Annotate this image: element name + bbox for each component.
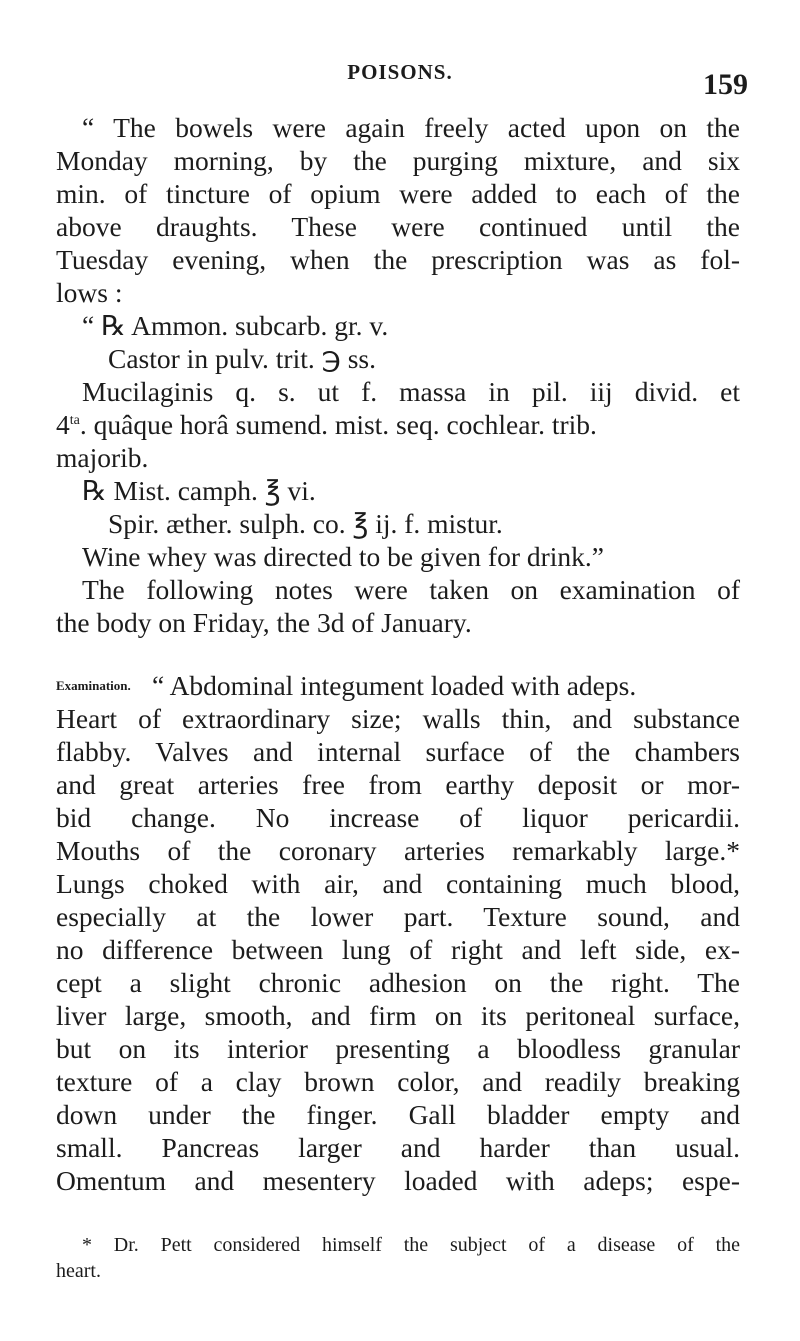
- page-number: 159: [703, 68, 748, 101]
- body-line: especially at the lower part. Texture sound, and: [56, 901, 740, 932]
- body-line: bid change. No increase of liquor pericardii.: [56, 802, 740, 833]
- body-line: The following notes were taken on examination of: [82, 574, 740, 605]
- body-line: Lungs choked with air, and containing much blood,: [56, 868, 740, 899]
- body-line: Monday morning, by the purging mixture, and six: [56, 145, 740, 176]
- body-line: texture of a clay brown color, and readily breaking: [56, 1066, 740, 1097]
- running-head: POISONS.: [347, 60, 453, 84]
- dose-text: . quâque horâ sumend. mist. seq. cochlear. trib.: [79, 409, 597, 440]
- prescription-line: Spir. æther. sulph. co. ℥ ij. f. mistur.: [108, 508, 503, 539]
- dose-number: 4: [56, 409, 70, 440]
- prescription-line: “ ℞ Ammon. subcarb. gr. v.: [82, 310, 389, 341]
- body-line: down under the finger. Gall bladder empty and: [56, 1099, 740, 1130]
- body-line: the body on Friday, the 3d of January.: [56, 607, 472, 638]
- prescription-line: ℞ Mist. camph. ℥ vi.: [82, 475, 316, 506]
- dose-superscript: ta: [69, 412, 80, 428]
- footnote-line: heart.: [56, 1260, 101, 1282]
- body-line: Wine whey was directed to be given for drink.”: [82, 541, 604, 572]
- margin-note: Examination.: [56, 678, 131, 693]
- body-line: above draughts. These were continued until the: [56, 211, 740, 242]
- prescription-line: majorib.: [56, 442, 149, 473]
- body-line: lows :: [56, 277, 123, 308]
- body-line: but on its interior presenting a bloodless granular: [56, 1033, 740, 1064]
- prescription-line: Castor in pulv. trit. ℈ ss.: [108, 343, 376, 374]
- body-line: Tuesday evening, when the prescription was as fol-: [56, 244, 740, 275]
- prescription-line: Mucilaginis q. s. ut f. massa in pil. iij divid. et: [82, 376, 740, 407]
- body-line: and great arteries free from earthy deposit or mor-: [56, 769, 740, 800]
- prescription-line: [56, 409, 740, 441]
- body-line: Omentum and mesentery loaded with adeps; espe-: [56, 1165, 740, 1196]
- body-line: Heart of extraordinary size; walls thin, and substance: [56, 703, 740, 734]
- body-line: “ Abdominal integument loaded with adeps.: [152, 670, 637, 701]
- body-line: “ The bowels were again freely acted upon on the: [82, 112, 740, 143]
- body-line: no difference between lung of right and left side, ex-: [56, 934, 740, 965]
- footnote-line: * Dr. Pett considered himself the subject of a disease of the: [82, 1234, 740, 1256]
- body-line: liver large, smooth, and firm on its peritoneal surface,: [56, 1000, 740, 1031]
- body-line: min. of tincture of opium were added to each of the: [56, 178, 740, 209]
- body-line: Mouths of the coronary arteries remarkably large.*: [56, 835, 740, 866]
- body-line: small. Pancreas larger and harder than usual.: [56, 1132, 740, 1163]
- body-line: flabby. Valves and internal surface of the chambers: [56, 736, 740, 767]
- body-line: cept a slight chronic adhesion on the right. The: [56, 967, 740, 998]
